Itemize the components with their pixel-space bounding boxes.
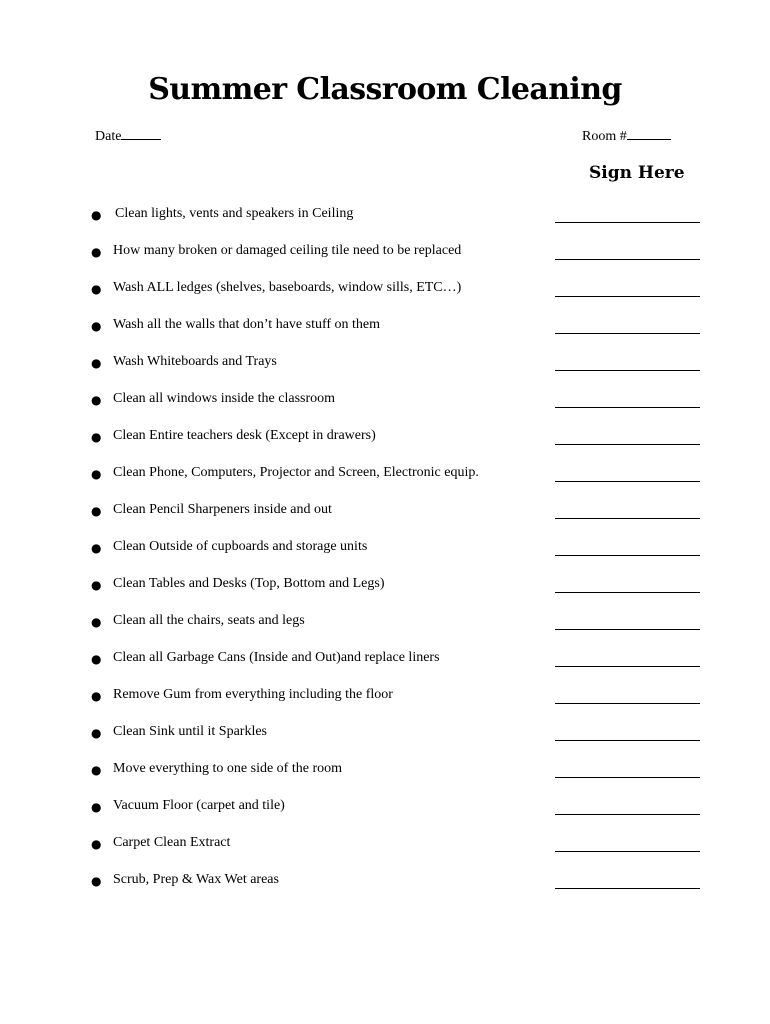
bullet-icon: ● xyxy=(91,800,102,814)
bullet-icon: ● xyxy=(91,837,102,851)
signature-line[interactable] xyxy=(555,370,700,371)
room-field xyxy=(582,127,671,145)
bullet-icon: ● xyxy=(91,356,102,370)
checklist-item xyxy=(0,496,770,533)
signature-line[interactable] xyxy=(555,333,700,334)
checklist-item-text: Wash Whiteboards and Trays xyxy=(113,354,277,369)
checklist-item-text: Clean all Garbage Cans (Inside and Out)and replace liners xyxy=(113,650,440,665)
checklist-item-text: How many broken or damaged ceiling tile need to be replaced xyxy=(113,243,462,258)
signature-line[interactable] xyxy=(555,407,700,408)
checklist-item-text: Clean all windows inside the classroom xyxy=(113,391,336,406)
bullet-icon: ● xyxy=(91,615,102,629)
checklist-item-text: Move everything to one side of the room xyxy=(113,761,343,776)
checklist-item xyxy=(0,385,770,422)
bullet-icon: ● xyxy=(91,282,102,296)
bullet-icon: ● xyxy=(91,763,102,777)
checklist-item xyxy=(0,348,770,385)
signature-line[interactable] xyxy=(555,629,700,630)
bullet-icon: ● xyxy=(91,208,102,222)
checklist-item xyxy=(0,237,770,274)
checklist-item-text: Wash ALL ledges (shelves, baseboards, window sills, ETC…) xyxy=(113,280,462,295)
room-label: Room # xyxy=(582,129,627,144)
checklist-item-text: Clean Tables and Desks (Top, Bottom and Legs) xyxy=(113,576,385,591)
checklist-item-text: Clean lights, vents and speakers in Ceiling xyxy=(115,206,354,221)
signature-line[interactable] xyxy=(555,444,700,445)
checklist-item-text: Remove Gum from everything including the floor xyxy=(113,687,393,702)
date-field xyxy=(95,127,161,145)
signature-line[interactable] xyxy=(555,740,700,741)
signature-line[interactable] xyxy=(555,259,700,260)
signature-line[interactable] xyxy=(555,518,700,519)
checklist-item-text: Scrub, Prep & Wax Wet areas xyxy=(113,872,279,887)
checklist-item xyxy=(0,459,770,496)
checklist-item-text: Clean Phone, Computers, Projector and Screen, Electronic equip. xyxy=(113,465,479,480)
bullet-icon: ● xyxy=(91,245,102,259)
signature-line[interactable] xyxy=(555,814,700,815)
sign-here-header: Sign Here xyxy=(589,163,685,183)
bullet-icon: ● xyxy=(91,874,102,888)
date-label: Date xyxy=(95,129,122,144)
signature-line[interactable] xyxy=(555,592,700,593)
checklist-item-text: Wash all the walls that don’t have stuff on them xyxy=(113,317,381,332)
bullet-icon: ● xyxy=(91,393,102,407)
signature-line[interactable] xyxy=(555,777,700,778)
checklist-item xyxy=(0,533,770,570)
checklist-item xyxy=(0,681,770,718)
checklist-item-text: Clean Entire teachers desk (Except in drawers) xyxy=(113,428,376,443)
bullet-icon: ● xyxy=(91,578,102,592)
checklist-item xyxy=(0,718,770,755)
bullet-icon: ● xyxy=(91,504,102,518)
checklist-item xyxy=(0,311,770,348)
checklist-item xyxy=(0,755,770,792)
checklist-item xyxy=(0,607,770,644)
checklist-item xyxy=(0,829,770,866)
room-blank-line[interactable] xyxy=(627,127,671,140)
bullet-icon: ● xyxy=(91,319,102,333)
bullet-icon: ● xyxy=(91,430,102,444)
bullet-icon: ● xyxy=(91,652,102,666)
signature-line[interactable] xyxy=(555,888,700,889)
checklist-item-text: Clean Pencil Sharpeners inside and out xyxy=(113,502,332,517)
signature-line[interactable] xyxy=(555,481,700,482)
signature-line[interactable] xyxy=(555,851,700,852)
page-title: Summer Classroom Cleaning xyxy=(148,72,622,107)
checklist-item-text: Clean Outside of cupboards and storage units xyxy=(113,539,368,554)
signature-line[interactable] xyxy=(555,296,700,297)
checklist-item xyxy=(0,200,770,237)
checklist-item-text: Vacuum Floor (carpet and tile) xyxy=(113,798,285,813)
checklist-item-text: Clean Sink until it Sparkles xyxy=(113,724,267,739)
cleaning-checklist xyxy=(0,200,770,903)
checklist-item-text: Clean all the chairs, seats and legs xyxy=(113,613,305,628)
checklist-item xyxy=(0,422,770,459)
checklist-item xyxy=(0,570,770,607)
bullet-icon: ● xyxy=(91,689,102,703)
checklist-item xyxy=(0,866,770,903)
date-blank-line[interactable] xyxy=(121,127,161,140)
bullet-icon: ● xyxy=(91,467,102,481)
bullet-icon: ● xyxy=(91,726,102,740)
signature-line[interactable] xyxy=(555,666,700,667)
checklist-item xyxy=(0,792,770,829)
signature-line[interactable] xyxy=(555,555,700,556)
checklist-item xyxy=(0,274,770,311)
signature-line[interactable] xyxy=(555,222,700,223)
signature-line[interactable] xyxy=(555,703,700,704)
checklist-item xyxy=(0,644,770,681)
bullet-icon: ● xyxy=(91,541,102,555)
checklist-item-text: Carpet Clean Extract xyxy=(113,835,231,850)
